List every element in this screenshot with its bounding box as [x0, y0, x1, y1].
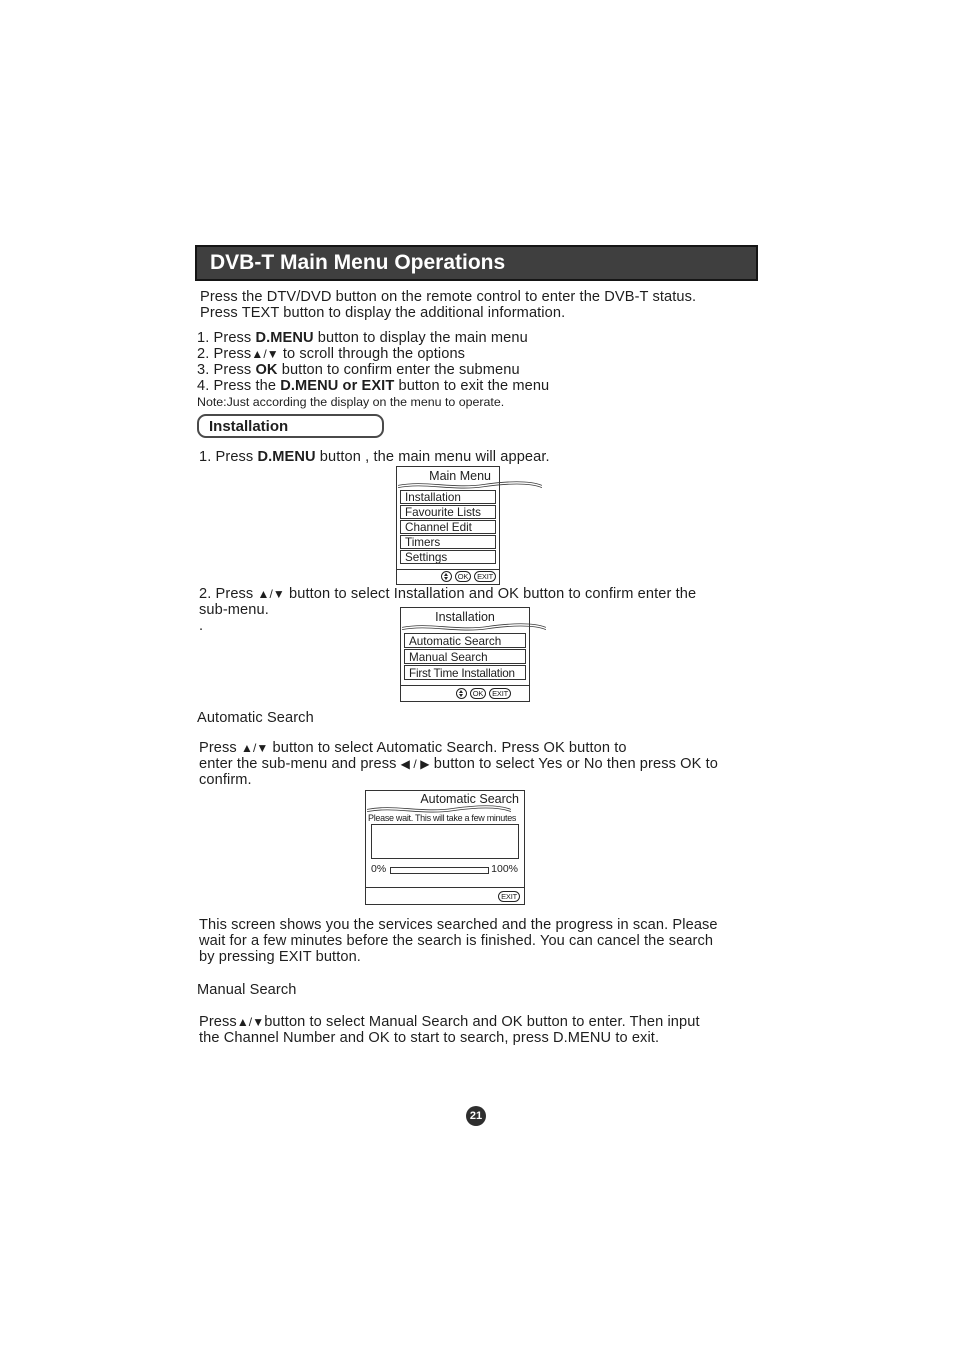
left-right-arrows-glyph: ◀ / ▶	[400, 757, 430, 771]
step-item-2: 2. Press▲/▼ to scroll through the options	[197, 346, 466, 362]
services-list-box	[371, 824, 519, 859]
up-down-arrows-glyph: ▲/▼	[240, 741, 269, 755]
menu-item-timers: Timers	[400, 535, 496, 549]
menu-item-automatic-search: Automatic Search	[404, 633, 526, 648]
installation-dialog	[400, 607, 530, 702]
main-menu-dialog	[396, 466, 500, 585]
section-title-bar	[195, 245, 758, 281]
scan-paragraph: This screen shows you the services searched and the progress in scan. Please wait for a few minutes before the search is finished. You can cancel the search by pressing EXIT button.	[199, 917, 718, 965]
automatic-search-paragraph: Press ▲/▼ button to select Automatic Search. Press OK button to enter the sub-menu and press ◀ / ▶ button to select Yes or No then press OK to confirm.	[199, 740, 718, 788]
progress-max-label: 100%	[491, 863, 518, 875]
ok-badge: OK	[455, 571, 471, 582]
note-text: Note:Just according the display on the menu to operate.	[197, 395, 505, 409]
up-down-icon	[441, 571, 452, 582]
installation-footer	[456, 688, 511, 699]
ok-badge: OK	[470, 688, 486, 699]
footer-divider	[397, 569, 499, 570]
wave-divider	[367, 804, 511, 813]
main-menu-dialog-title: Main Menu	[429, 469, 491, 483]
menu-item-installation: Installation	[400, 490, 496, 504]
manual-search-paragraph: Press▲/▼button to select Manual Search and OK button to enter. Then input the Channel Number and OK to start to search, press D.MENU to exit.	[199, 1014, 700, 1046]
exit-badge: EXIT	[474, 571, 496, 582]
installation-items	[404, 633, 526, 681]
step-item-4: 4. Press the D.MENU or EXIT button to exit the menu	[197, 378, 550, 394]
automatic-search-heading: Automatic Search	[197, 710, 314, 726]
automatic-search-footer	[498, 891, 520, 902]
page-number-badge	[466, 1106, 486, 1126]
exit-badge: EXIT	[489, 688, 511, 699]
please-wait-text: Please wait. This will take a few minutes	[368, 813, 517, 823]
intro-line-1: Press the DTV/DVD button on the remote control to enter the DVB-T status.	[200, 289, 697, 305]
footer-divider	[366, 887, 524, 888]
progress-min-label: 0%	[371, 863, 387, 875]
manual-search-heading: Manual Search	[197, 982, 297, 998]
menu-item-first-time-installation: First Time Installation	[404, 665, 526, 680]
wave-divider	[398, 480, 542, 489]
exit-badge: EXIT	[498, 891, 520, 902]
menu-item-manual-search: Manual Search	[404, 649, 526, 664]
menu-item-settings: Settings	[400, 550, 496, 564]
automatic-search-dialog-title: Automatic Search	[420, 792, 519, 806]
progress-bar	[390, 867, 489, 874]
up-down-icon	[456, 688, 467, 699]
wave-divider	[402, 622, 546, 631]
installation-section-label-text: Installation	[209, 417, 289, 435]
up-down-arrows-glyph: ▲/▼	[251, 347, 279, 361]
step-dmenu-line: 1. Press D.MENU button , the main menu will appear.	[199, 449, 550, 465]
menu-item-channel-edit: Channel Edit	[400, 520, 496, 534]
intro-line-2: Press TEXT button to display the additional information.	[200, 305, 566, 321]
menu-item-favourite-lists: Favourite Lists	[400, 505, 496, 519]
step-item-3: 3. Press OK button to confirm enter the submenu	[197, 362, 520, 378]
automatic-search-dialog	[365, 790, 525, 905]
footer-divider	[401, 685, 529, 686]
main-menu-items	[400, 490, 496, 565]
up-down-arrows-glyph: ▲/▼	[236, 1015, 265, 1029]
installation-dialog-title: Installation	[435, 610, 495, 624]
steps-list	[197, 330, 767, 410]
page-number: 21	[469, 1110, 483, 1122]
main-menu-footer	[441, 571, 496, 582]
intro-paragraph	[200, 289, 770, 321]
stray-period: .	[199, 618, 204, 634]
up-down-arrows-glyph: ▲/▼	[257, 587, 285, 601]
installation-section-label	[197, 414, 384, 438]
step-select-text: 2. Press ▲/▼ button to select Installation and OK button to confirm enter the sub-menu.	[199, 586, 697, 618]
step-item-1: 1. Press D.MENU button to display the main menu	[197, 330, 528, 346]
page-title: DVB-T Main Menu Operations	[210, 251, 506, 274]
